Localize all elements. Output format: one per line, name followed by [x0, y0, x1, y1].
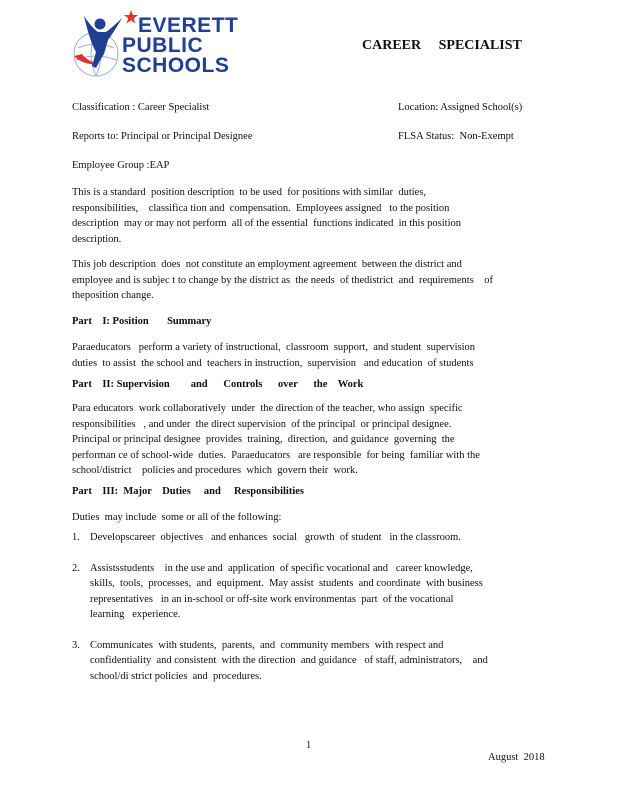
part-2-line: school/district policies and procedures which govern their work.	[72, 465, 358, 476]
part-2-line: Para educators work collaboratively under the direction of the teacher, who assign specific	[72, 403, 463, 414]
part-1-body	[72, 340, 550, 371]
part-2-line: Principal or principal designee provides training, direction, and guidance governing the	[72, 434, 455, 445]
duty-item-2	[72, 561, 550, 623]
logo-figure-icon	[70, 10, 126, 80]
duty-number: 1.	[72, 532, 80, 543]
duty-line: learning experience.	[90, 609, 181, 620]
duties-list	[72, 530, 550, 684]
duty-line: Developscareer objectives and enhances social growth of student in the classroom.	[90, 532, 461, 543]
duty-number: 3.	[72, 639, 80, 651]
intro-paragraph-1	[72, 185, 550, 247]
part-2-heading: Part II: Supervision and Controls over the Work	[72, 379, 364, 390]
intro-p1-line: This is a standard position description to be used for positions with similar duties,	[72, 187, 427, 198]
reports-to: Reports to: Principal or Principal Designee	[72, 131, 253, 142]
intro-paragraph-2	[72, 257, 550, 304]
part-2-body	[72, 401, 550, 479]
part-1-line: Paraeducators perform a variety of instructional, classroom support, and student supervision	[72, 342, 475, 353]
duty-line: Assistsstudents in the use and application of specific vocational and career knowledge,	[90, 562, 473, 574]
intro-p1-line: responsibilities, classifica tion and compensation. Employees assigned to the position	[72, 202, 450, 214]
part-3-intro: Duties may include some or all of the following:	[72, 512, 282, 523]
logo-line-1: EVERETT	[138, 14, 239, 37]
duty-line: Communicates with students, parents, and community members with respect and	[90, 639, 444, 651]
part-3-heading: Part III: Major Duties and Responsibilities	[72, 486, 304, 497]
duty-line: school/di strict policies and procedures.	[90, 670, 262, 682]
intro-p1-line: description may or may not perform all of the essential functions indicated in this position	[72, 218, 462, 229]
logo-line-3: SCHOOLS	[122, 54, 230, 77]
duty-number: 2.	[72, 562, 80, 574]
part-1-line: duties to assist the school and teachers in instruction, supervision and education of students	[72, 357, 474, 369]
part-2-line: performan ce of school-wide duties. Paraeducators are responsible for being familiar with the	[72, 449, 480, 461]
duty-line: confidentiality and consistent with the direction and guidance of staff, administrators, and	[90, 655, 488, 666]
intro-p1-line: description.	[72, 233, 122, 245]
duty-line: representatives in an in-school or off-site work environmentas part of the vocational	[90, 593, 454, 605]
logo-line-2: PUBLIC	[122, 34, 204, 57]
employee-group: Employee Group :EAP	[72, 160, 170, 171]
footer-date: August 2018	[488, 752, 545, 763]
intro-p2-line: This job description does not constitute an employment agreement between the district and	[72, 259, 462, 270]
duty-line: skills, tools, processes, and equipment. May assist students and coordinate with business	[90, 578, 483, 589]
intro-p2-line: theposition change.	[72, 290, 154, 301]
duty-item-1	[72, 530, 550, 546]
duty-item-3	[72, 638, 550, 685]
classification: Classification : Career Specialist	[72, 102, 210, 113]
part-2-line: responsibilities , and under the direct supervision of the principal or principal designee.	[72, 418, 452, 430]
page-number: 1	[306, 740, 312, 751]
flsa-status: FLSA Status: Non-Exempt	[398, 131, 514, 142]
location: Location: Assigned School(s)	[398, 102, 523, 113]
intro-p2-line: employee and is subjec t to change by the district as the needs of thedistrict and requirements of	[72, 274, 494, 286]
part-1-heading: Part I: Position Summary	[72, 316, 212, 327]
star-icon	[124, 10, 138, 24]
page-title: CAREER SPECIALIST	[362, 38, 522, 53]
